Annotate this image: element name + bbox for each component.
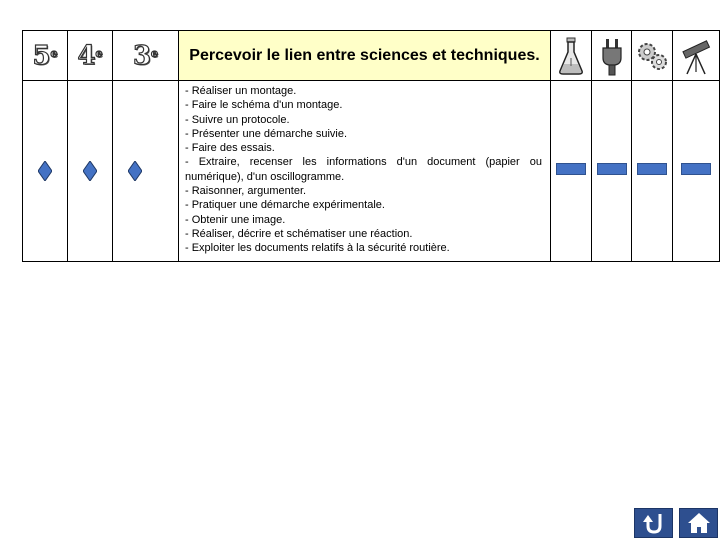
skill-item: - Suivre un protocole. (185, 113, 290, 126)
grade-4-cell (67, 80, 113, 262)
grade-3-cell (112, 80, 179, 262)
grade-3-diamond-marker (128, 161, 142, 181)
home-icon (686, 511, 712, 535)
skill-item: - Obtenir une image. (185, 213, 286, 226)
telescope-column-cell (672, 80, 720, 262)
skill-item: - Réaliser un montage. (185, 85, 297, 97)
flask-column-cell (550, 80, 592, 262)
grade-5-number: 5 (32, 40, 51, 71)
skill-item: - Faire le schéma d'un montage. (185, 99, 343, 112)
skill-item: - Extraire, recenser les informations d'un document (papier ou numérique), d'un oscillogramme. (185, 156, 542, 183)
gears-column-cell (631, 80, 673, 262)
flask-icon (557, 36, 585, 76)
gears-bar-marker (637, 163, 667, 175)
return-icon (641, 511, 667, 535)
skill-item: - Raisonner, argumenter. (185, 185, 307, 198)
grade-4-number: 4 (77, 40, 96, 71)
icon-cell-plug (591, 30, 632, 81)
plug-icon (598, 36, 626, 76)
gears-icon (635, 38, 669, 74)
grade-3-number: 3 (132, 40, 152, 71)
plug-column-cell (591, 80, 632, 262)
grade-5-suffix: e (50, 47, 58, 60)
section-title-text: Percevoir le lien entre sciences et techniques. (189, 46, 540, 64)
telescope-bar-marker (681, 163, 711, 175)
telescope-icon (679, 36, 713, 76)
icon-cell-gears (631, 30, 673, 81)
grade-5-diamond-marker (38, 161, 52, 181)
grade-5-header (22, 30, 68, 81)
skill-item: - Exploiter les documents relatifs à la sécurité routière. (185, 242, 450, 255)
skill-item: - Pratiquer une démarche expérimentale. (185, 199, 385, 212)
section-title (178, 30, 551, 81)
home-button[interactable] (679, 508, 718, 538)
grade-4-suffix: e (95, 47, 103, 60)
icon-cell-telescope (672, 30, 720, 81)
icon-cell-flask (550, 30, 592, 81)
plug-bar-marker (597, 163, 627, 175)
skill-item: - Présenter une démarche suivie. (185, 127, 348, 140)
skill-item: - Faire des essais. (185, 142, 275, 155)
grade-4-diamond-marker (83, 161, 97, 181)
grade-4-header (67, 30, 113, 81)
flask-bar-marker (556, 163, 586, 175)
grade-3-header (112, 30, 179, 81)
grade-3-suffix: e (151, 47, 159, 60)
skills-list (178, 80, 551, 262)
grade-5-cell (22, 80, 68, 262)
back-button[interactable] (634, 508, 673, 538)
skill-item: - Réaliser, décrire et schématiser une réaction. (185, 227, 413, 240)
skills-table (22, 30, 720, 262)
